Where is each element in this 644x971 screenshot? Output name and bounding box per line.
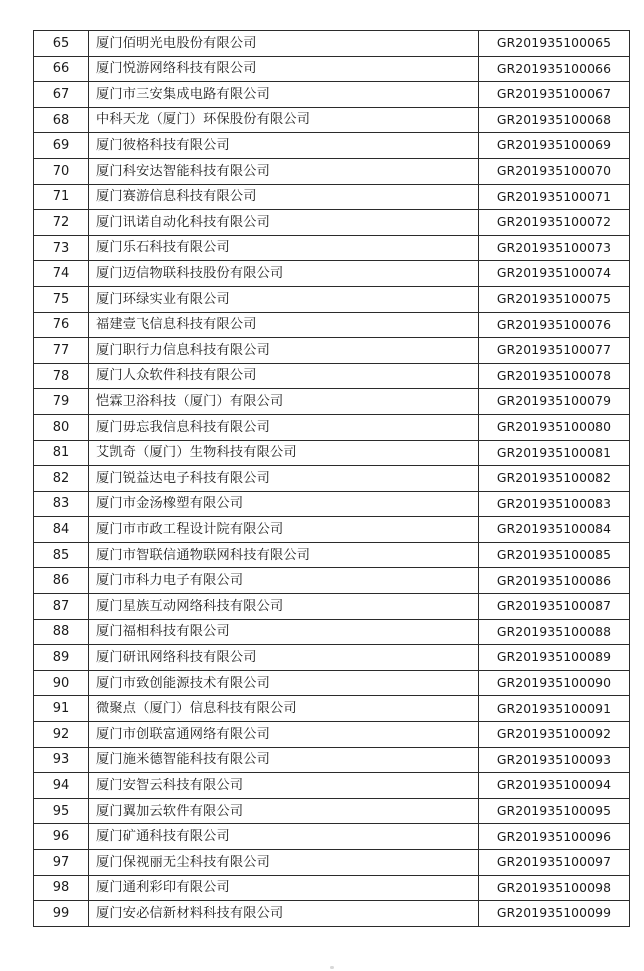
row-number: 99 [34,901,89,927]
certificate-number: GR201935100089 [479,645,630,671]
row-number: 94 [34,773,89,799]
row-number: 86 [34,568,89,594]
table-body [34,31,630,927]
company-name: 厦门乐石科技有限公司 [89,235,479,261]
table-row [34,286,630,312]
row-number: 66 [34,56,89,82]
table-row [34,875,630,901]
table-row [34,798,630,824]
row-number: 85 [34,542,89,568]
company-name: 艾凯奇（厦门）生物科技有限公司 [89,440,479,466]
certificate-number: GR201935100085 [479,542,630,568]
table-row [34,107,630,133]
company-table-container [33,30,629,927]
certificate-number: GR201935100098 [479,875,630,901]
row-number: 70 [34,158,89,184]
table-row [34,645,630,671]
company-name: 厦门市致创能源技术有限公司 [89,670,479,696]
row-number: 76 [34,312,89,338]
certificate-number: GR201935100075 [479,286,630,312]
certificate-number: GR201935100088 [479,619,630,645]
company-name: 厦门福相科技有限公司 [89,619,479,645]
table-row [34,235,630,261]
row-number: 87 [34,594,89,620]
row-number: 72 [34,210,89,236]
table-row [34,414,630,440]
row-number: 90 [34,670,89,696]
company-name: 厦门市三安集成电路有限公司 [89,82,479,108]
company-name: 厦门迈信物联科技股份有限公司 [89,261,479,287]
table-row [34,133,630,159]
table-row [34,312,630,338]
table-row [34,850,630,876]
company-name: 厦门科安达智能科技有限公司 [89,158,479,184]
certificate-number: GR201935100078 [479,363,630,389]
row-number: 91 [34,696,89,722]
certificate-number: GR201935100080 [479,414,630,440]
row-number: 97 [34,850,89,876]
company-name: 厦门市科力电子有限公司 [89,568,479,594]
table-row [34,184,630,210]
company-name: 厦门市创联富通网络有限公司 [89,722,479,748]
certificate-number: GR201935100082 [479,466,630,492]
row-number: 78 [34,363,89,389]
company-name: 厦门人众软件科技有限公司 [89,363,479,389]
company-certificate-table [33,30,630,927]
certificate-number: GR201935100083 [479,491,630,517]
row-number: 65 [34,31,89,57]
certificate-number: GR201935100081 [479,440,630,466]
table-row [34,696,630,722]
company-name: 厦门安智云科技有限公司 [89,773,479,799]
table-row [34,670,630,696]
certificate-number: GR201935100090 [479,670,630,696]
company-name: 厦门星族互动网络科技有限公司 [89,594,479,620]
row-number: 81 [34,440,89,466]
company-name: 微聚点（厦门）信息科技有限公司 [89,696,479,722]
company-name: 厦门通利彩印有限公司 [89,875,479,901]
table-row [34,389,630,415]
company-name: 厦门市市政工程设计院有限公司 [89,517,479,543]
certificate-number: GR201935100072 [479,210,630,236]
row-number: 84 [34,517,89,543]
certificate-number: GR201935100094 [479,773,630,799]
row-number: 75 [34,286,89,312]
table-row [34,491,630,517]
certificate-number: GR201935100093 [479,747,630,773]
row-number: 83 [34,491,89,517]
company-name: 厦门安必信新材料科技有限公司 [89,901,479,927]
certificate-number: GR201935100099 [479,901,630,927]
table-row [34,158,630,184]
table-row [34,594,630,620]
table-row [34,773,630,799]
table-row [34,210,630,236]
row-number: 92 [34,722,89,748]
certificate-number: GR201935100096 [479,824,630,850]
row-number: 68 [34,107,89,133]
certificate-number: GR201935100076 [479,312,630,338]
certificate-number: GR201935100074 [479,261,630,287]
certificate-number: GR201935100084 [479,517,630,543]
certificate-number: GR201935100091 [479,696,630,722]
row-number: 89 [34,645,89,671]
row-number: 67 [34,82,89,108]
row-number: 71 [34,184,89,210]
company-name: 厦门研讯网络科技有限公司 [89,645,479,671]
table-row [34,542,630,568]
certificate-number: GR201935100092 [479,722,630,748]
company-name: 厦门佰明光电股份有限公司 [89,31,479,57]
row-number: 96 [34,824,89,850]
table-row [34,568,630,594]
company-name: 厦门施米德智能科技有限公司 [89,747,479,773]
certificate-number: GR201935100073 [479,235,630,261]
certificate-number: GR201935100086 [479,568,630,594]
row-number: 98 [34,875,89,901]
table-row [34,824,630,850]
row-number: 88 [34,619,89,645]
company-name: 厦门悦游网络科技有限公司 [89,56,479,82]
company-name: 厦门矿通科技有限公司 [89,824,479,850]
certificate-number: GR201935100095 [479,798,630,824]
row-number: 69 [34,133,89,159]
certificate-number: GR201935100070 [479,158,630,184]
company-name: 恺霖卫浴科技（厦门）有限公司 [89,389,479,415]
certificate-number: GR201935100079 [479,389,630,415]
table-row [34,619,630,645]
page-indicator-dot [330,966,334,969]
row-number: 82 [34,466,89,492]
table-row [34,517,630,543]
certificate-number: GR201935100071 [479,184,630,210]
company-name: 厦门市智联信通物联网科技有限公司 [89,542,479,568]
table-row [34,747,630,773]
table-row [34,82,630,108]
certificate-number: GR201935100077 [479,338,630,364]
table-row [34,363,630,389]
table-row [34,440,630,466]
table-row [34,56,630,82]
row-number: 80 [34,414,89,440]
certificate-number: GR201935100065 [479,31,630,57]
row-number: 74 [34,261,89,287]
company-name: 厦门市金汤橡塑有限公司 [89,491,479,517]
certificate-number: GR201935100066 [479,56,630,82]
company-name: 厦门职行力信息科技有限公司 [89,338,479,364]
company-name: 中科天龙（厦门）环保股份有限公司 [89,107,479,133]
table-row [34,338,630,364]
certificate-number: GR201935100097 [479,850,630,876]
company-name: 厦门环绿实业有限公司 [89,286,479,312]
certificate-number: GR201935100067 [479,82,630,108]
row-number: 73 [34,235,89,261]
row-number: 77 [34,338,89,364]
company-name: 厦门讯诺自动化科技有限公司 [89,210,479,236]
company-name: 厦门锐益达电子科技有限公司 [89,466,479,492]
row-number: 93 [34,747,89,773]
certificate-number: GR201935100068 [479,107,630,133]
table-row [34,261,630,287]
company-name: 福建壹飞信息科技有限公司 [89,312,479,338]
row-number: 95 [34,798,89,824]
certificate-number: GR201935100069 [479,133,630,159]
table-row [34,466,630,492]
table-row [34,901,630,927]
row-number: 79 [34,389,89,415]
company-name: 厦门保视丽无尘科技有限公司 [89,850,479,876]
table-row [34,722,630,748]
table-row [34,31,630,57]
company-name: 厦门赛游信息科技有限公司 [89,184,479,210]
company-name: 厦门翼加云软件有限公司 [89,798,479,824]
company-name: 厦门彼格科技有限公司 [89,133,479,159]
certificate-number: GR201935100087 [479,594,630,620]
company-name: 厦门毋忘我信息科技有限公司 [89,414,479,440]
